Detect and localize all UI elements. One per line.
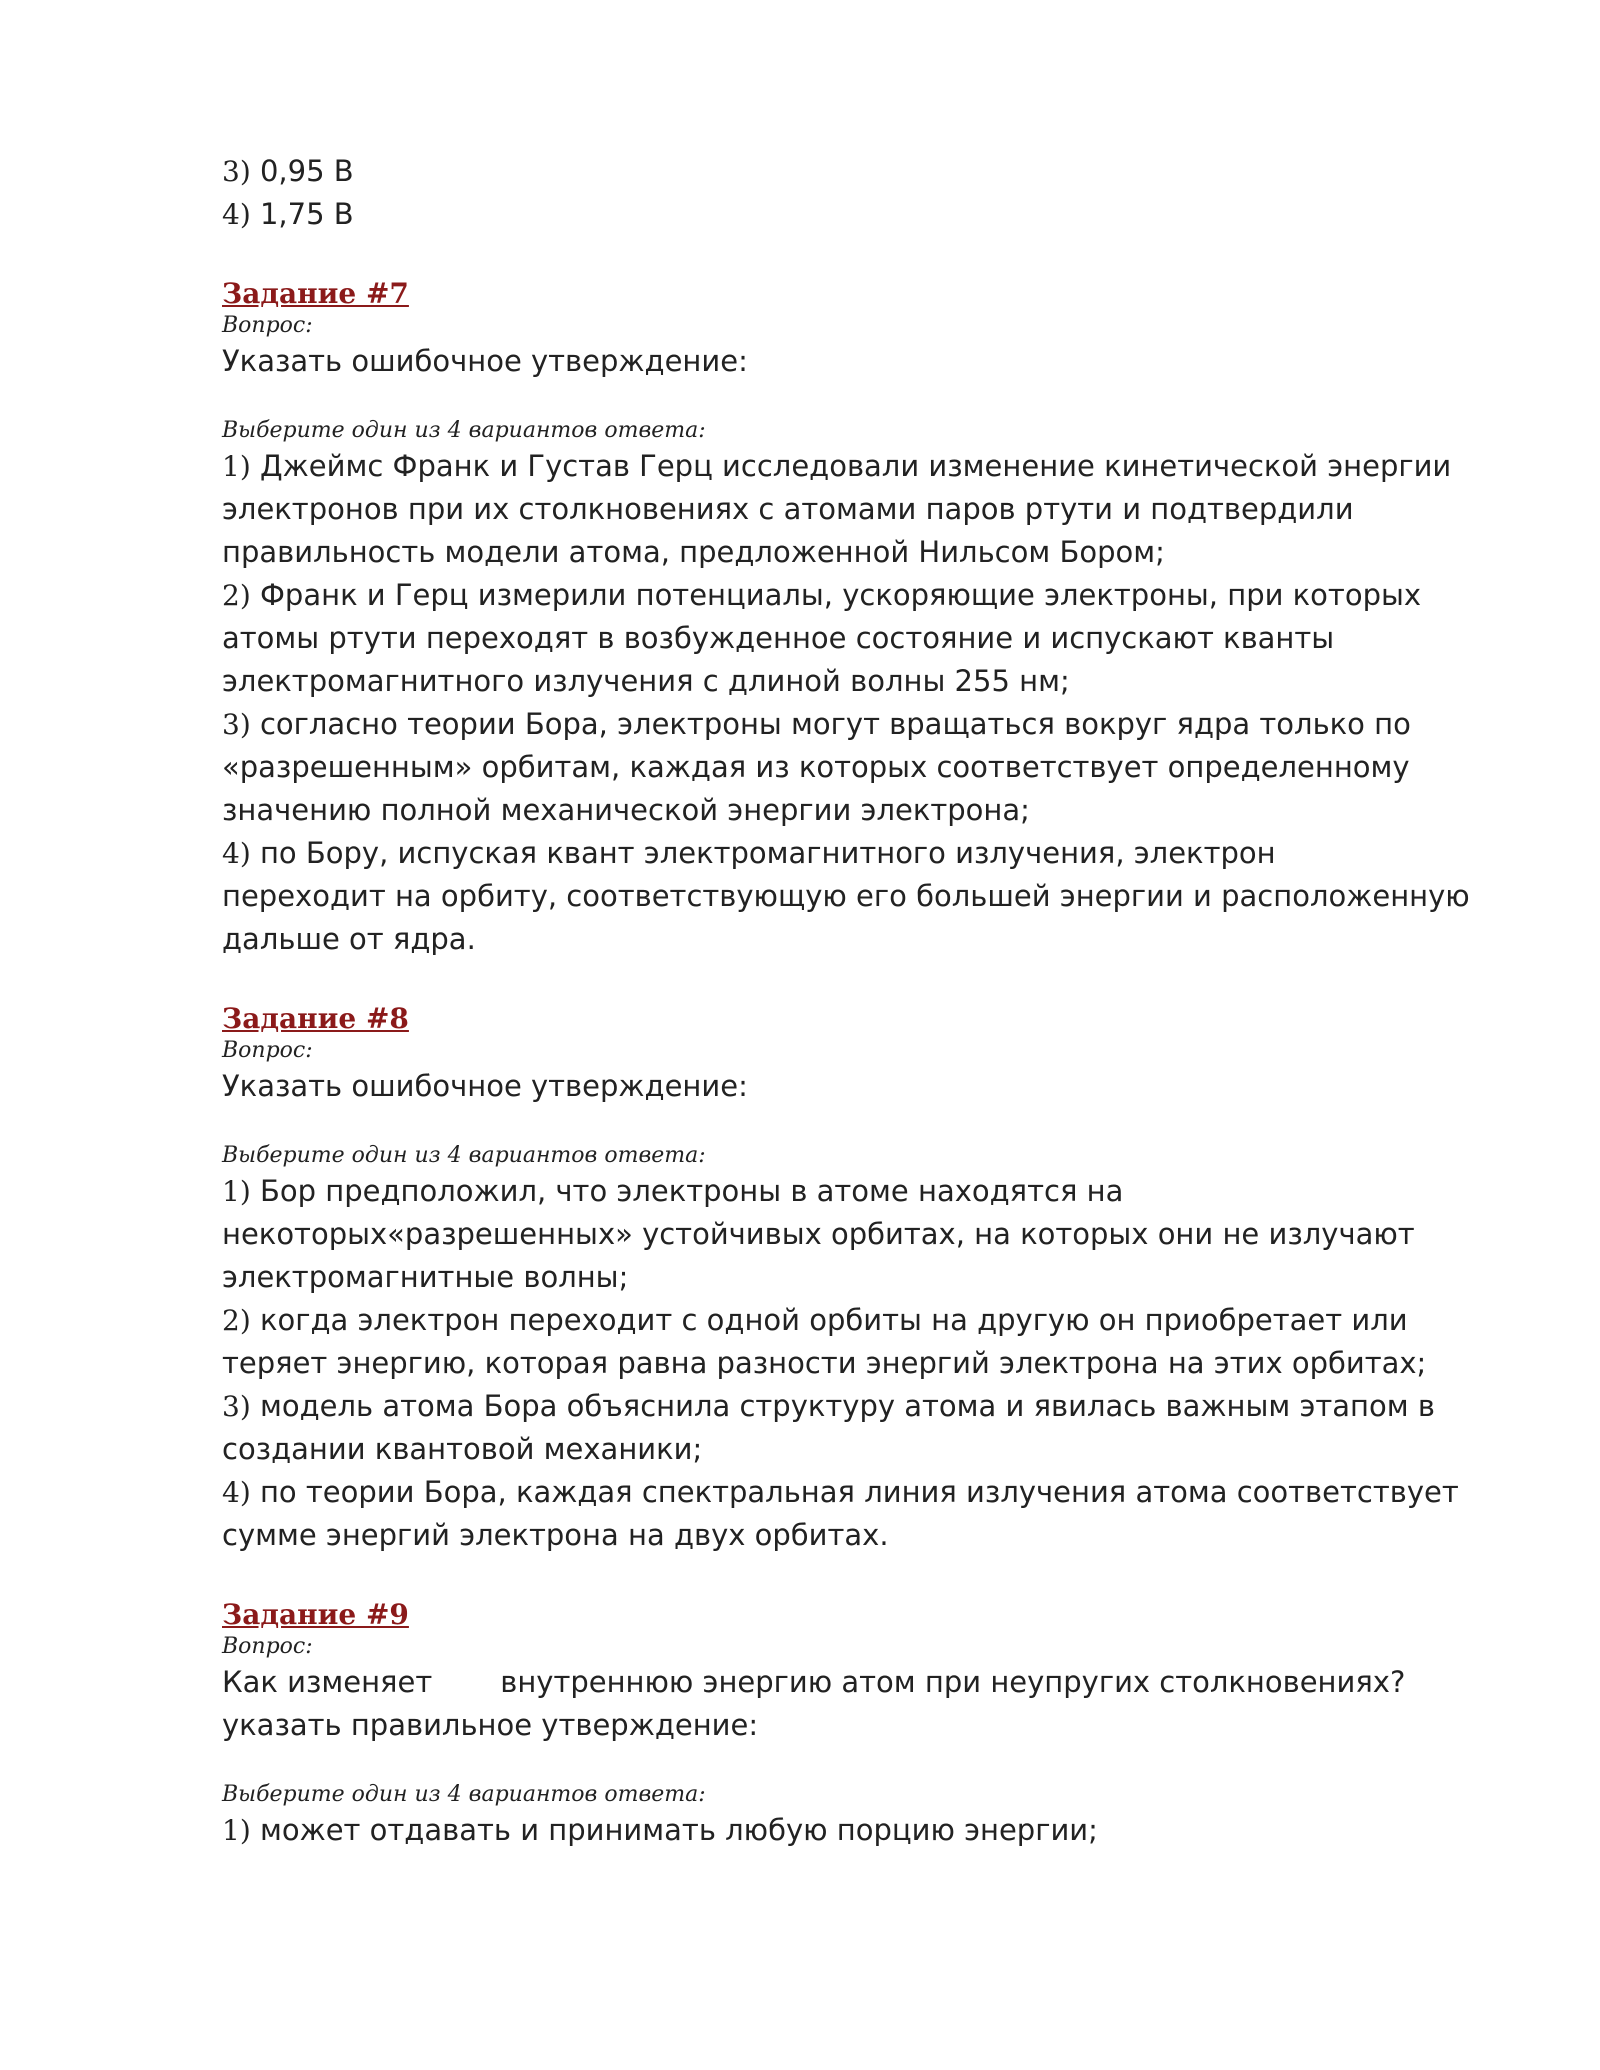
question-text: Указать ошибочное утверждение:: [222, 1069, 748, 1103]
answer-option: 3) 0,95 В: [222, 154, 354, 188]
answer-option: 3) согласно теории Бора, электроны могут вращаться вокруг ядра только по «разрешенным» орбитам, каждая из которых соответствует определенному значению полной механической энергии электрона;: [222, 707, 1411, 827]
task-8: [222, 1001, 1482, 1557]
task-title: Задание #7: [222, 277, 409, 310]
answer-option: 2) когда электрон переходит с одной орбиты на другую он приобретает или теряет энергию, которая равна разности энергий электрона на этих орбитах;: [222, 1303, 1427, 1380]
answer-instruction: Выберите один из 4 вариантов ответа:: [222, 418, 706, 443]
answer-option: 4) по теории Бора, каждая спектральная линия излучения атома соответствует сумме энергий электрона на двух орбитах.: [222, 1475, 1459, 1552]
question-text: Как изменяет внутреннюю энергию атом при неупругих столкновениях?: [222, 1665, 1406, 1699]
document-page: [222, 150, 1482, 1852]
answer-option: 3) модель атома Бора объяснила структуру атома и явилась важным этапом в создании квантовой механики;: [222, 1389, 1435, 1466]
answer-option: 1) Бор предположил, что электроны в атоме находятся на некоторых«разрешенных» устойчивых орбитах, на которых они не излучают электромагнитные волны;: [222, 1174, 1415, 1294]
previous-task-answers: [222, 150, 1482, 236]
question-label: Вопрос:: [222, 1634, 313, 1659]
answer-option: 4) 1,75 В: [222, 197, 354, 231]
task-9: [222, 1597, 1482, 1852]
question-text: указать правильное утверждение:: [222, 1708, 759, 1742]
task-7: [222, 276, 1482, 961]
task-title: Задание #8: [222, 1002, 409, 1035]
question-label: Вопрос:: [222, 313, 313, 338]
answer-option: 4) по Бору, испуская квант электромагнитного излучения, электрон переходит на орбиту, соответствующую его большей энергии и расположенную дальше от ядра.: [222, 836, 1470, 956]
question-label: Вопрос:: [222, 1038, 313, 1063]
answer-option: 2) Франк и Герц измерили потенциалы, ускоряющие электроны, при которых атомы ртути переходят в возбужденное состояние и испускают кванты электромагнитного излучения с длиной волны 255 нм;: [222, 578, 1422, 698]
question-text: Указать ошибочное утверждение:: [222, 344, 748, 378]
answer-instruction: Выберите один из 4 вариантов ответа:: [222, 1143, 706, 1168]
answer-option: 1) Джеймс Франк и Густав Герц исследовали изменение кинетической энергии электронов при их столкновениях с атомами паров ртути и подтвердили правильность модели атома, предложенной Нильсом Бором;: [222, 449, 1452, 569]
answer-instruction: Выберите один из 4 вариантов ответа:: [222, 1782, 706, 1807]
task-title: Задание #9: [222, 1598, 409, 1631]
answer-option: 1) может отдавать и принимать любую порцию энергии;: [222, 1813, 1098, 1847]
